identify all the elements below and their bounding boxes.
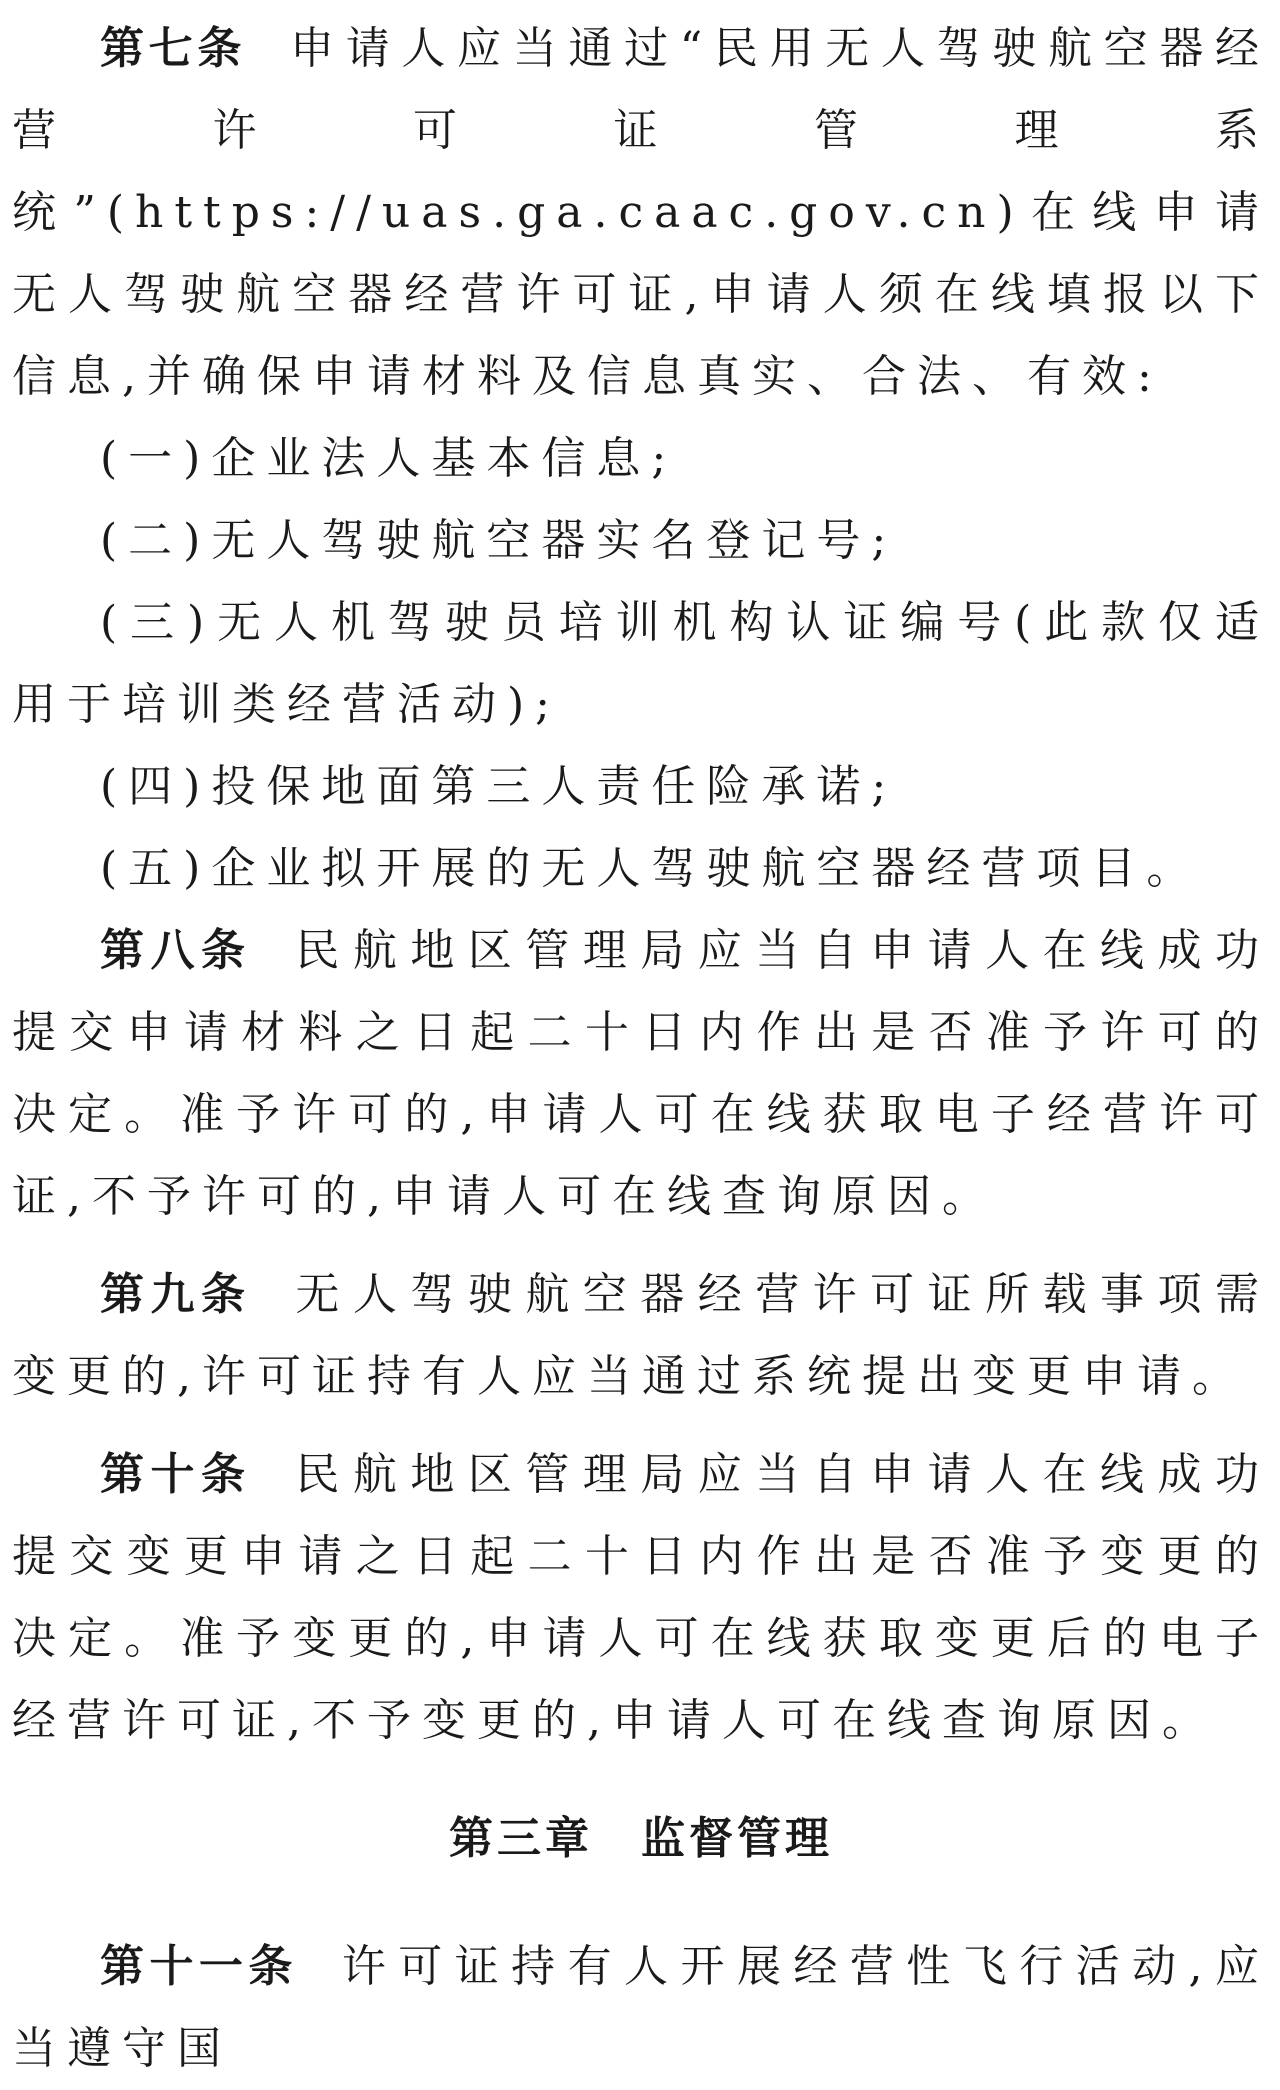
chapter-title: 监督管理 <box>641 1813 833 1864</box>
article-10-paragraph <box>12 1434 1270 1762</box>
article-7-text: 申请人应当通过“民用无人驾驶航空器经营许可证管理系统”(https://uas.ga.caac.gov.cn)在线申请无人驾驶航空器经营许可证,申请人须在线填报以下信息,并确保申请材料及信息真实、合法、有效: <box>12 23 1270 402</box>
article-7-item-2: (二)无人驾驶航空器实名登记号; <box>100 515 898 566</box>
document-page <box>12 8 1270 2090</box>
article-11-text: 许可证持有人开展经营性飞行活动,应当遵守国 <box>12 1941 1270 2074</box>
article-7-item-1: (一)企业法人基本信息; <box>100 433 678 484</box>
chapter-heading <box>12 1798 1270 1880</box>
article-10-label: 第十条 <box>100 1449 252 1500</box>
article-9-paragraph <box>12 1254 1270 1418</box>
article-10-text: 民航地区管理局应当自申请人在线成功提交变更申请之日起二十日内作出是否准予变更的决定。准予变更的,申请人可在线获取变更后的电子经营许可证,不予变更的,申请人可在线查询原因。 <box>12 1449 1270 1746</box>
article-8-text: 民航地区管理局应当自申请人在线成功提交申请材料之日起二十日内作出是否准予许可的决定。准予许可的,申请人可在线获取电子经营许可证,不予许可的,申请人可在线查询原因。 <box>12 925 1270 1222</box>
article-7-paragraph <box>12 8 1270 418</box>
article-9-text: 无人驾驶航空器经营许可证所载事项需变更的,许可证持有人应当通过系统提出变更申请。 <box>12 1269 1270 1402</box>
article-7-item-4: (四)投保地面第三人责任险承诺; <box>100 761 898 812</box>
chapter-number: 第三章 <box>449 1813 593 1864</box>
article-7-label: 第七条 <box>100 23 247 74</box>
article-11-paragraph <box>12 1926 1270 2090</box>
article-7-item-3: (三)无人机驾驶员培训机构认证编号(此款仅适用于培训类经营活动); <box>12 597 1270 730</box>
article-8-paragraph <box>12 910 1270 1238</box>
article-11-label: 第十一条 <box>100 1941 298 1992</box>
article-9-label: 第九条 <box>100 1269 252 1320</box>
article-7-item-5: (五)企业拟开展的无人驾驶航空器经营项目。 <box>100 843 1202 894</box>
article-8-label: 第八条 <box>100 925 252 976</box>
